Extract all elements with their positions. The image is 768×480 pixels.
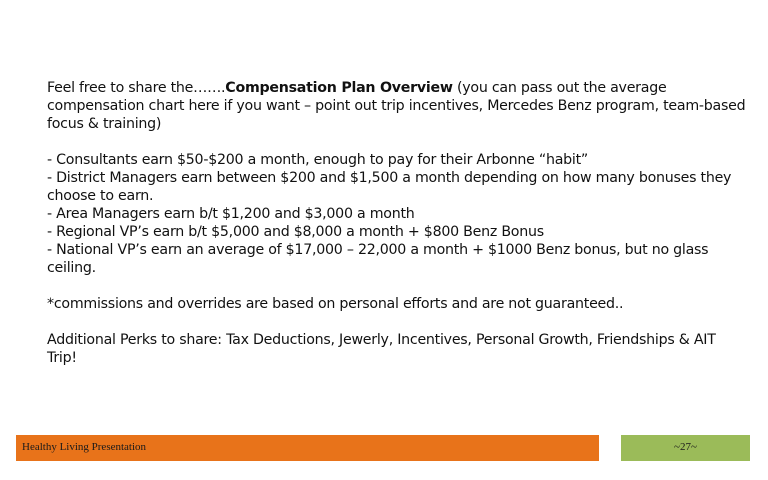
page-number-box [621, 435, 750, 461]
intro-paragraph [47, 79, 747, 133]
bullet-national-vps: - National VP’s earn an average of $17,000 – 22,000 a month + $1000 Benz bonus, but no glass ceiling. [47, 242, 709, 276]
bullet-district-managers: - District Managers earn between $200 and $1,500 a month depending on how many bonuses they choose to earn. [47, 170, 732, 204]
speaker-notes [47, 79, 747, 367]
bullet-regional-vps: - Regional VP’s earn b/t $5,000 and $8,000 a month + $800 Benz Bonus [47, 224, 544, 240]
additional-perks: Additional Perks to share: Tax Deductions, Jewerly, Incentives, Personal Growth, Friendships & AIT Trip! [47, 332, 716, 366]
spacer [47, 313, 747, 331]
footer-title-bar [16, 435, 599, 461]
presentation-title: Healthy Living Presentation [22, 441, 147, 453]
intro-suffix: (you can pass out the average compensation chart here if you want – point out trip incentives, Mercedes Benz program, team-based focus & training) [47, 80, 746, 132]
spacer [47, 133, 747, 151]
disclaimer: *commissions and overrides are based on personal efforts and are not guaranteed.. [47, 296, 624, 312]
spacer [47, 277, 747, 295]
page-number: ~27~ [674, 441, 697, 453]
compensation-plan-heading: Compensation Plan Overview [225, 80, 453, 96]
bullet-area-managers: - Area Managers earn b/t $1,200 and $3,000 a month [47, 206, 415, 222]
bullet-consultants: - Consultants earn $50-$200 a month, enough to pay for their Arbonne “habit” [47, 152, 589, 168]
intro-prefix: Feel free to share the……. [47, 80, 226, 96]
